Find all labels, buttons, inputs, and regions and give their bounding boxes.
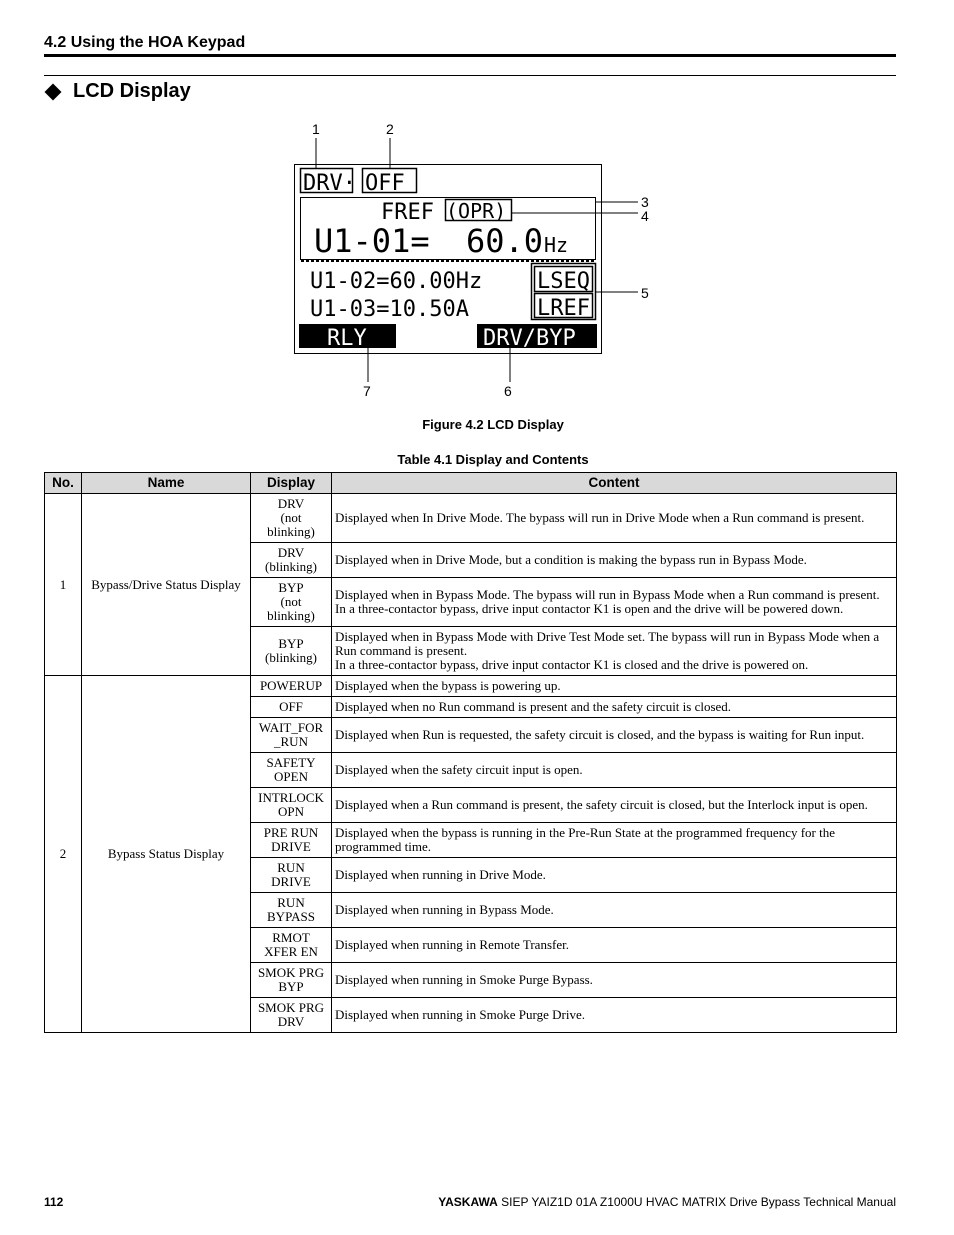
- content-cell: Displayed when running in Smoke Purge Bypass.: [332, 963, 897, 998]
- section-heading: [44, 80, 191, 103]
- display-cell: BYP (blinking): [251, 627, 332, 676]
- display-cell: INTRLOCK OPN: [251, 788, 332, 823]
- header-display: Display: [251, 473, 332, 494]
- content-cell: Displayed when Run is requested, the safety circuit is closed, and the bypass is waiting for Run input.: [332, 718, 897, 753]
- display-cell: DRV (not blinking): [251, 494, 332, 543]
- row-name: Bypass/Drive Status Display: [82, 494, 251, 676]
- lcd-opr: (OPR): [446, 199, 507, 223]
- content-cell: Displayed when in Bypass Mode. The bypass will run in Bypass Mode when a Run command is present. In a three-contactor bypass, drive input contactor K1 is open and the drive will be powered down.: [332, 578, 897, 627]
- header-content: Content: [332, 473, 897, 494]
- display-cell: WAIT_FOR _RUN: [251, 718, 332, 753]
- display-cell: OFF: [251, 697, 332, 718]
- lcd-figure: [255, 118, 685, 403]
- figure-caption: Figure 4.2 LCD Display: [422, 417, 564, 432]
- callout-4: 4: [641, 208, 649, 224]
- lcd-rly-label: RLY: [327, 326, 367, 351]
- section-title: LCD Display: [73, 80, 191, 102]
- callout-1: 1: [312, 121, 320, 137]
- header-no: No.: [45, 473, 82, 494]
- content-cell: Displayed when running in Bypass Mode.: [332, 893, 897, 928]
- lcd-drvbyp-label: DRV/BYP: [483, 326, 576, 351]
- callout-5: 5: [641, 285, 649, 301]
- display-cell: RUN BYPASS: [251, 893, 332, 928]
- header-rule: [44, 54, 896, 57]
- display-contents-table: [44, 472, 897, 1033]
- display-cell: RUN DRIVE: [251, 858, 332, 893]
- row-number: 1: [45, 494, 82, 676]
- content-cell: Displayed when the safety circuit input is open.: [332, 753, 897, 788]
- content-cell: Displayed when running in Remote Transfer.: [332, 928, 897, 963]
- callout-3: 3: [641, 194, 649, 210]
- display-cell: SMOK PRG DRV: [251, 998, 332, 1033]
- lcd-line2: U1-02=60.00Hz: [310, 269, 483, 294]
- lcd-line3: U1-03=10.50A: [310, 297, 469, 322]
- content-cell: Displayed when no Run command is present and the safety circuit is closed.: [332, 697, 897, 718]
- diamond-bullet-icon: [45, 83, 62, 100]
- display-cell: RMOT XFER EN: [251, 928, 332, 963]
- lcd-lseq: LSEQ: [537, 269, 590, 294]
- header-name: Name: [82, 473, 251, 494]
- table-row: [45, 676, 897, 697]
- table-row: [45, 494, 897, 543]
- lcd-status2: OFF: [365, 171, 405, 196]
- footer-manual-title: SIEP YAIZ1D 01A Z1000U HVAC MATRIX Drive Bypass Technical Manual: [501, 1195, 896, 1209]
- content-cell: Displayed when running in Drive Mode.: [332, 858, 897, 893]
- page-number: 112: [44, 1195, 64, 1209]
- callout-2: 2: [386, 121, 394, 137]
- content-cell: Displayed when in Drive Mode, but a condition is making the bypass run in Bypass Mode.: [332, 543, 897, 578]
- section-rule: [44, 75, 896, 76]
- callout-7: 7: [363, 383, 371, 399]
- lcd-main-left: U1-01=: [314, 222, 430, 260]
- row-name: Bypass Status Display: [82, 676, 251, 1033]
- table-caption: Table 4.1 Display and Contents: [397, 452, 589, 467]
- content-cell: Displayed when the bypass is powering up.: [332, 676, 897, 697]
- row-number: 2: [45, 676, 82, 1033]
- callout-6: 6: [504, 383, 512, 399]
- display-cell: SMOK PRG BYP: [251, 963, 332, 998]
- footer-title: [438, 1195, 896, 1209]
- content-cell: Displayed when a Run command is present, the safety circuit is closed, but the Interlock input is open.: [332, 788, 897, 823]
- table-header-row: [45, 473, 897, 494]
- footer-brand: YASKAWA: [438, 1195, 498, 1209]
- display-cell: SAFETY OPEN: [251, 753, 332, 788]
- lcd-main-unit: Hz: [544, 233, 569, 257]
- content-cell: Displayed when the bypass is running in the Pre-Run State at the programmed frequency for the programmed time.: [332, 823, 897, 858]
- table-body: [45, 494, 897, 1033]
- display-cell: PRE RUN DRIVE: [251, 823, 332, 858]
- display-cell: BYP (not blinking): [251, 578, 332, 627]
- header-section-title: 4.2 Using the HOA Keypad: [44, 34, 246, 51]
- display-cell: POWERUP: [251, 676, 332, 697]
- lcd-main-value: 60.0: [466, 222, 544, 260]
- content-cell: Displayed when in Bypass Mode with Drive Test Mode set. The bypass will run in Bypass Mode when a Run command is present. In a three-contactor bypass, drive input contactor K1 is closed and the drive is powered on.: [332, 627, 897, 676]
- display-cell: DRV (blinking): [251, 543, 332, 578]
- lcd-status1: DRV·: [303, 171, 356, 196]
- lcd-fref: FREF: [381, 200, 434, 225]
- content-cell: Displayed when In Drive Mode. The bypass will run in Drive Mode when a Run command is present.: [332, 494, 897, 543]
- content-cell: Displayed when running in Smoke Purge Drive.: [332, 998, 897, 1033]
- lcd-lref: LREF: [537, 296, 590, 321]
